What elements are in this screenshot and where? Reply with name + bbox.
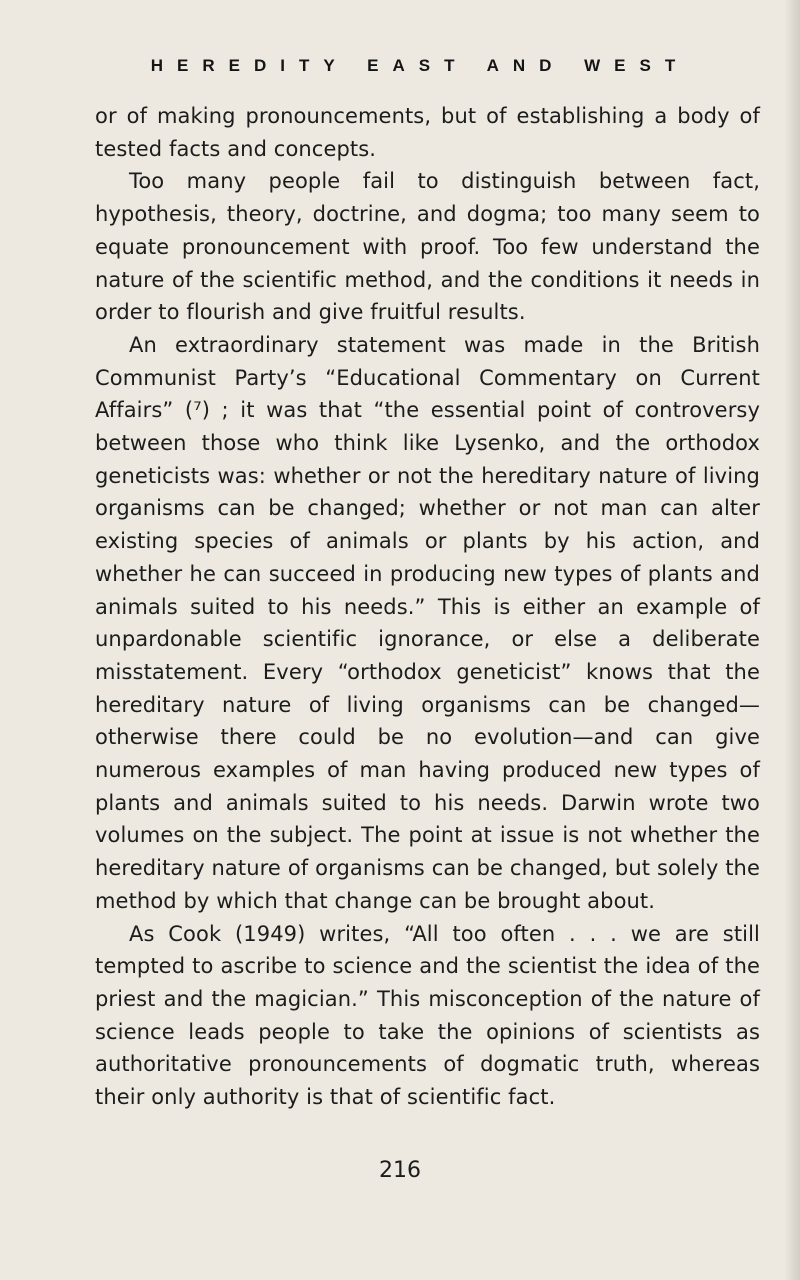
paragraph-continuation: or of making pronouncements, but of establishing a body of tested facts and concepts.	[95, 104, 760, 161]
page-number: 216	[379, 1158, 421, 1183]
body-text	[95, 100, 760, 1114]
paragraph-scientific-method: Too many people fail to distinguish between fact, hypothesis, theory, doctrine, and dogma; too many seem to equate pronouncement with proof. Too few understand the nature of the scientific method, and the conditions it needs in order to flourish and give fruitful results.	[95, 169, 760, 325]
paragraph-lysenko-statement: An extraordinary statement was made in the British Communist Party’s “Educational Commentary on Current Affairs” (⁷) ; it was that “the essential point of controversy between those who think like Lysenko, and the orthodox geneticists was: whether or not the hereditary nature of living organisms can be changed; whether or not man can alter existing species of animals or plants by his action, and whether he can succeed in producing new types of plants and animals suited to his needs.” This is either an example of unpardonable scientific ignorance, or else a deliberate misstatement. Every “orthodox geneticist” knows that the hereditary nature of living organisms can be changed—otherwise there could be no evolution—and can give numerous examples of man having produced new types of plants and animals suited to his needs. Darwin wrote two volumes on the subject. The point at issue is not whether the hereditary nature of organisms can be changed, but solely the method by which that change can be brought about.	[95, 332, 760, 913]
running-head: HEREDITY EAST AND WEST	[150, 56, 690, 75]
paragraph-cook-quote: As Cook (1949) writes, “All too often . . . we are still tempted to ascribe to science and the scientist the idea of the priest and the magician.” This misconception of the nature of science leads people to take the opinions of scientists as authoritative pronouncements of dogmatic truth, whereas their only authority is that of scientific fact.	[95, 921, 760, 1110]
page-edge-shadow	[784, 0, 800, 1280]
